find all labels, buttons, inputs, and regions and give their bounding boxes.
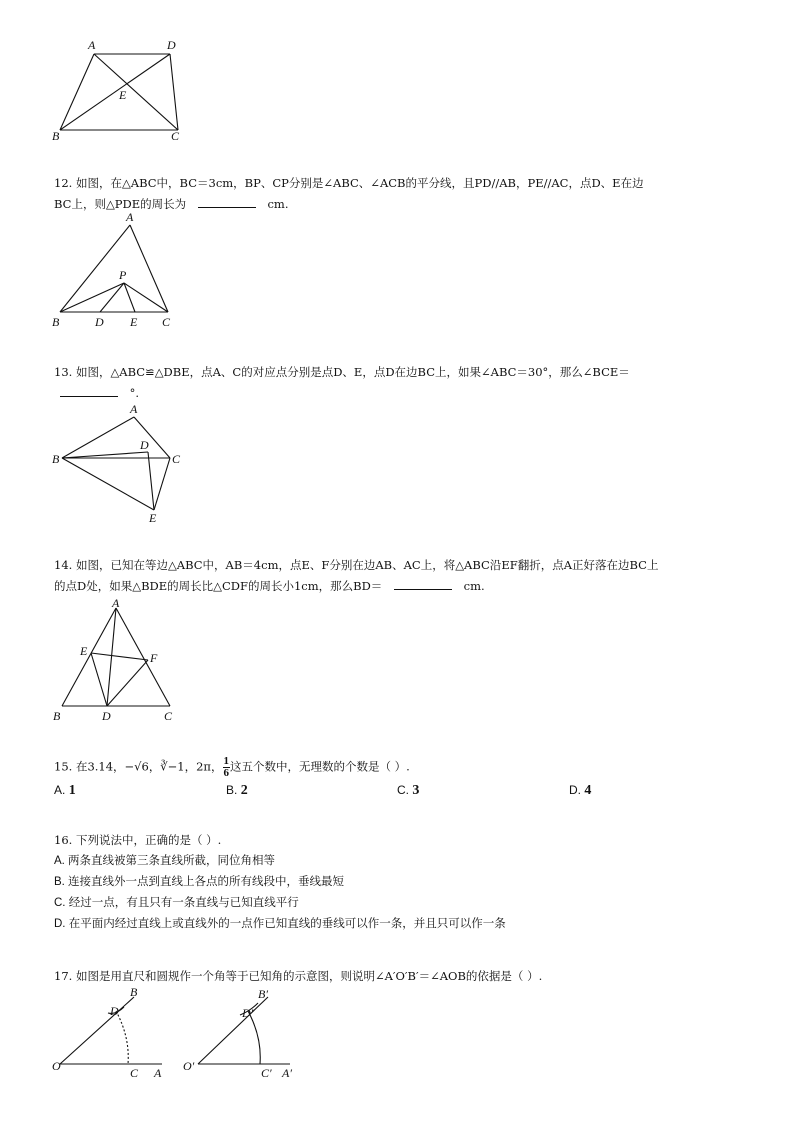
question-15-stem [54, 756, 744, 779]
answer-blank-13[interactable] [60, 384, 118, 397]
question-12-text: BC上，则△PDE的周长为 [54, 197, 187, 211]
question-14-line-1: 14. 如图，已知在等边△ABC中，AB＝4cm，点E、F分别在边AB、AC上，将△ABC沿EF翻折，点A正好落在边BC上 [54, 558, 659, 572]
option-15-d[interactable]: D. 4 [569, 783, 592, 798]
answer-blank-12[interactable] [198, 195, 256, 208]
figure-13 [50, 402, 190, 524]
label-a: A [130, 402, 138, 416]
label-e: E [80, 644, 88, 658]
label-c: C [130, 1066, 139, 1080]
question-13-line-2 [54, 383, 744, 404]
option-16-c[interactable]: C. 经过一点，有且只有一条直线与已知直线平行 [54, 897, 299, 909]
label-a2: A′ [282, 1066, 292, 1080]
label-d: D [140, 438, 149, 452]
segment-ba [62, 417, 134, 458]
label-a: A [88, 38, 96, 52]
segment-be [62, 458, 154, 510]
question-16-stem: 16. 下列说法中，正确的是（ ）. [54, 833, 222, 847]
label-c2: C′ [261, 1066, 272, 1080]
label-a: A [154, 1066, 162, 1080]
question-13-line-1: 13. 如图，△ABC≌△DBE，点A、C的对应点分别是点D、E，点D在边BC上，如果∠ABC＝30°，那么∠BCE＝ [54, 365, 630, 379]
label-o2: O′ [183, 1059, 195, 1073]
label-c: C [171, 129, 180, 143]
figure-11 [50, 38, 190, 143]
ray-ob [60, 997, 134, 1064]
option-16-b[interactable]: B. 连接直线外一点到直线上各点的所有线段中，垂线最短 [54, 876, 345, 888]
answer-blank-14[interactable] [394, 577, 452, 590]
question-13 [54, 362, 744, 404]
segment-ef [91, 653, 148, 660]
label-b: B [52, 129, 60, 143]
question-16 [54, 830, 744, 935]
question-13-unit: °. [129, 386, 140, 400]
label-d: D [102, 709, 111, 723]
fraction-one-sixth: $\frac{1}{6}$ [223, 755, 229, 779]
question-14 [54, 555, 744, 597]
question-12-line-2 [54, 194, 744, 215]
label-e: E [119, 88, 127, 102]
question-14-line-2 [54, 576, 744, 597]
option-15-b[interactable]: B. 2 [226, 783, 248, 798]
label-c: C [172, 452, 181, 466]
question-12 [54, 173, 744, 215]
label-e: E [130, 315, 138, 329]
question-15-prefix: 15. 在3.14，−√6，∛−1，2π， [54, 759, 223, 774]
label-c: C [162, 315, 171, 329]
segment-dc [170, 54, 178, 130]
figure-12 [50, 210, 185, 330]
question-15 [54, 756, 744, 779]
question-12-unit: cm. [267, 197, 289, 211]
segment-de [148, 452, 154, 510]
label-b: B [52, 452, 60, 466]
option-15-c[interactable]: C. 3 [397, 783, 420, 798]
option-16-d[interactable]: D. 在平面内经过直线上或直线外的一点作已知直线的垂线可以作一条，并且只可以作一条 [54, 918, 506, 930]
label-o: O [52, 1059, 61, 1073]
segment-bp [60, 283, 124, 312]
label-f: F [150, 651, 158, 665]
arc-cd [116, 1011, 128, 1064]
label-d2: D′ [242, 1006, 254, 1020]
label-d: D [110, 1004, 119, 1018]
question-14-unit: cm. [463, 579, 485, 593]
segment-bd [62, 452, 148, 458]
question-15-suffix: 这五个数中，无理数的个数是（ ）. [230, 759, 410, 774]
question-12-line-1: 12. 如图，在△ABC中，BC＝3cm，BP、CP分别是∠ABC、∠ACB的平分线，且PD//AB，PE//AC，点D、E在边 [54, 176, 644, 190]
label-p: P [119, 268, 127, 282]
figure-17 [50, 985, 310, 1085]
option-16-a[interactable]: A. 两条直线被第三条直线所截，同位角相等 [54, 855, 276, 867]
label-c: C [164, 709, 173, 723]
label-b: B [53, 709, 61, 723]
label-b: B [52, 315, 60, 329]
label-d: D [95, 315, 104, 329]
figure-14 [50, 598, 190, 723]
label-e: E [149, 511, 157, 525]
segment-ac [94, 54, 178, 130]
segment-pd [100, 283, 124, 312]
label-a: A [126, 210, 134, 224]
option-15-a[interactable]: A. 1 [54, 783, 76, 798]
question-14-text: 的点D处，如果△BDE的周长比△CDF的周长小1cm，那么BD＝ [54, 579, 383, 593]
segment-fd [107, 660, 148, 706]
label-d: D [167, 38, 176, 52]
question-17 [54, 966, 744, 987]
segment-pe [124, 283, 135, 312]
segment-ce [154, 458, 170, 510]
label-b: B [130, 985, 138, 999]
question-17-stem: 17. 如图是用直尺和圆规作一个角等于已知角的示意图，则说明∠A′O′B′＝∠AOB的依据是（ ）. [54, 969, 543, 983]
label-a: A [112, 596, 120, 610]
segment-ed [91, 653, 107, 706]
label-b2: B′ [258, 987, 268, 1001]
ray-o2b2 [198, 997, 268, 1064]
